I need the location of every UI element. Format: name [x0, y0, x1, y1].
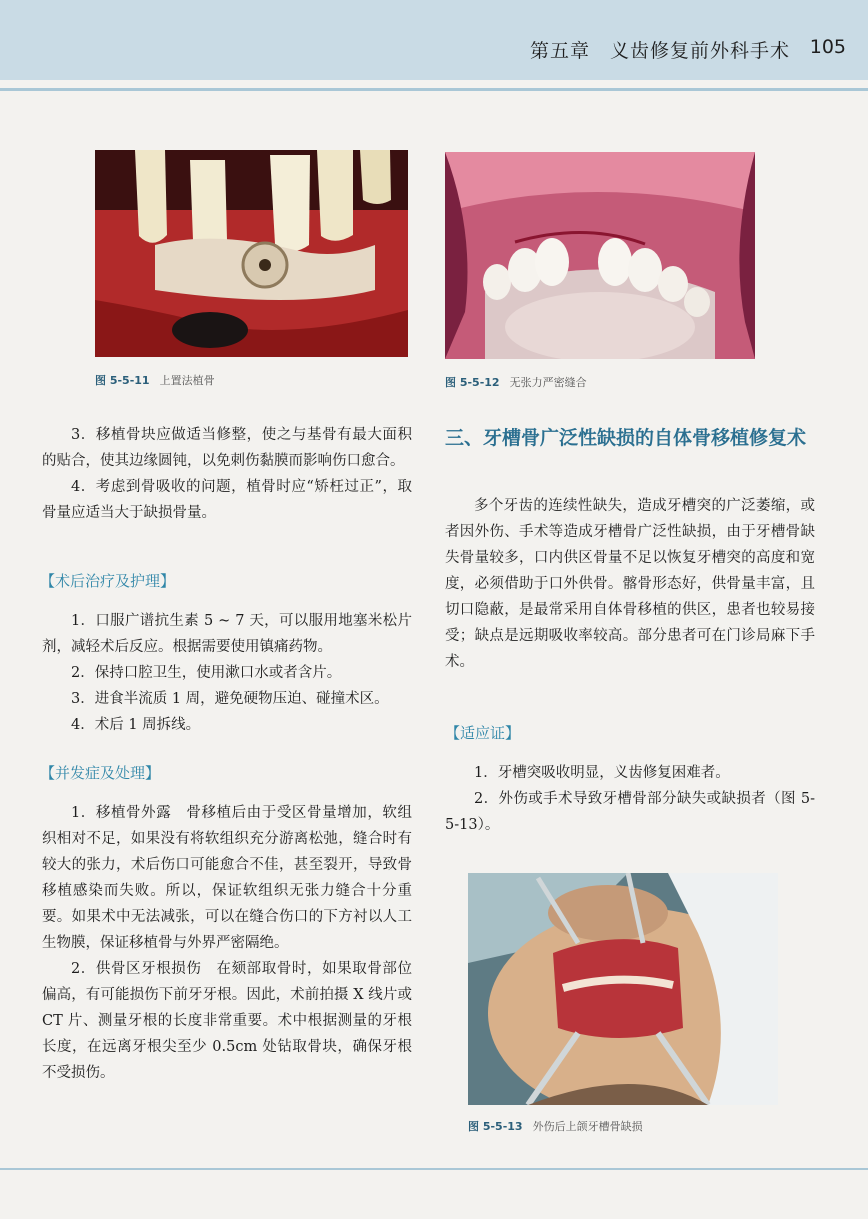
indications-heading: 【适应证】	[445, 724, 521, 742]
list-item: 2．外伤或手术导致牙槽骨部分缺失或缺损者（图 5-5-13）。	[445, 791, 815, 833]
paragraph: 3．移植骨块应做适当修整，使之与基骨有最大面积的贴合，使其边缘圆钝，以免刺伤黏膜而影响伤口愈合。	[42, 427, 412, 469]
complications-list	[42, 800, 412, 1086]
footer-rule	[0, 1168, 868, 1170]
header-rule	[0, 88, 868, 91]
figure-caption	[445, 374, 587, 390]
complications-heading: 【并发症及处理】	[40, 764, 161, 782]
list-item: 4．术后 1 周拆线。	[71, 717, 201, 733]
left-intro	[42, 422, 412, 526]
figure-5-5-13	[468, 873, 778, 1105]
paragraph: 多个牙齿的连续性缺失，造成牙槽突的广泛萎缩，或者因外伤、手术等造成牙槽骨广泛性缺损，由于牙槽骨缺失骨量较多，口内供区骨量不足以恢复牙槽突的高度和宽度，必须借助于口外供骨。髂骨形态好，供骨量丰富，且切口隐蔽，是最常采用自体骨移植的供区，患者也较易接受；缺点是远期吸收率较高。部分患者可在门诊局麻下手术。	[445, 498, 815, 670]
list-item: 2．保持口腔卫生，使用漱口水或者含片。	[71, 665, 342, 681]
figure-caption-text: 外伤后上颌牙槽骨缺损	[532, 1120, 643, 1133]
list-item: 1．移植骨外露 骨移植后由于受区骨量增加，软组织相对不足，如果没有将软组织充分游离松弛，缝合时有较大的张力，术后伤口可能愈合不佳，甚至裂开，导致骨移植感染而失败。所以，保证软组织无张力缝合十分重要。如果术中无法减张，可以在缝合伤口的下方衬以人工生物膜，保证移植骨与外界严密隔绝。	[42, 805, 412, 951]
list-item: 2．供骨区牙根损伤 在颏部取骨时，如果取骨部位偏高，有可能损伤下前牙牙根。因此，术前拍摄 X 线片或 CT 片、测量牙根的长度非常重要。术中根据测量的牙根长度，在远离牙根尖至少 0.5cm 处钻取骨块，确保牙根不受损伤。	[42, 961, 412, 1081]
page-number: 105	[809, 36, 846, 58]
postop-list	[42, 608, 412, 738]
figure-5-5-12	[445, 152, 755, 359]
postop-heading: 【术后治疗及护理】	[40, 572, 176, 590]
list-item: 1．牙槽突吸收明显，义齿修复困难者。	[474, 765, 730, 781]
figure-number: 图 5-5-11	[95, 374, 150, 387]
figure-caption	[95, 372, 215, 388]
figure-caption	[468, 1118, 643, 1134]
trauma-photo	[468, 873, 778, 1105]
figure-number: 图 5-5-12	[445, 376, 500, 389]
graft-photo	[95, 150, 408, 357]
section-heading: 三、牙槽骨广泛性缺损的自体骨移植修复术	[445, 427, 807, 449]
figure-number: 图 5-5-13	[468, 1120, 523, 1133]
paragraph: 4．考虑到骨吸收的问题，植骨时应“矫枉过正”，取骨量应适当大于缺损骨量。	[42, 479, 412, 521]
indications-list	[445, 760, 815, 838]
figure-5-5-11	[95, 150, 408, 357]
suture-photo	[445, 152, 755, 359]
chapter-title: 第五章 义齿修复前外科手术	[529, 40, 790, 62]
list-item: 1．口服广谱抗生素 5 ~ 7 天，可以服用地塞米松片剂，减轻术后反应。根据需要使用镇痛药物。	[42, 613, 412, 655]
figure-caption-text: 上置法植骨	[159, 374, 215, 387]
list-item: 3．进食半流质 1 周，避免硬物压迫、碰撞术区。	[71, 691, 389, 707]
figure-caption-text: 无张力严密缝合	[509, 376, 587, 389]
right-intro	[445, 493, 815, 675]
